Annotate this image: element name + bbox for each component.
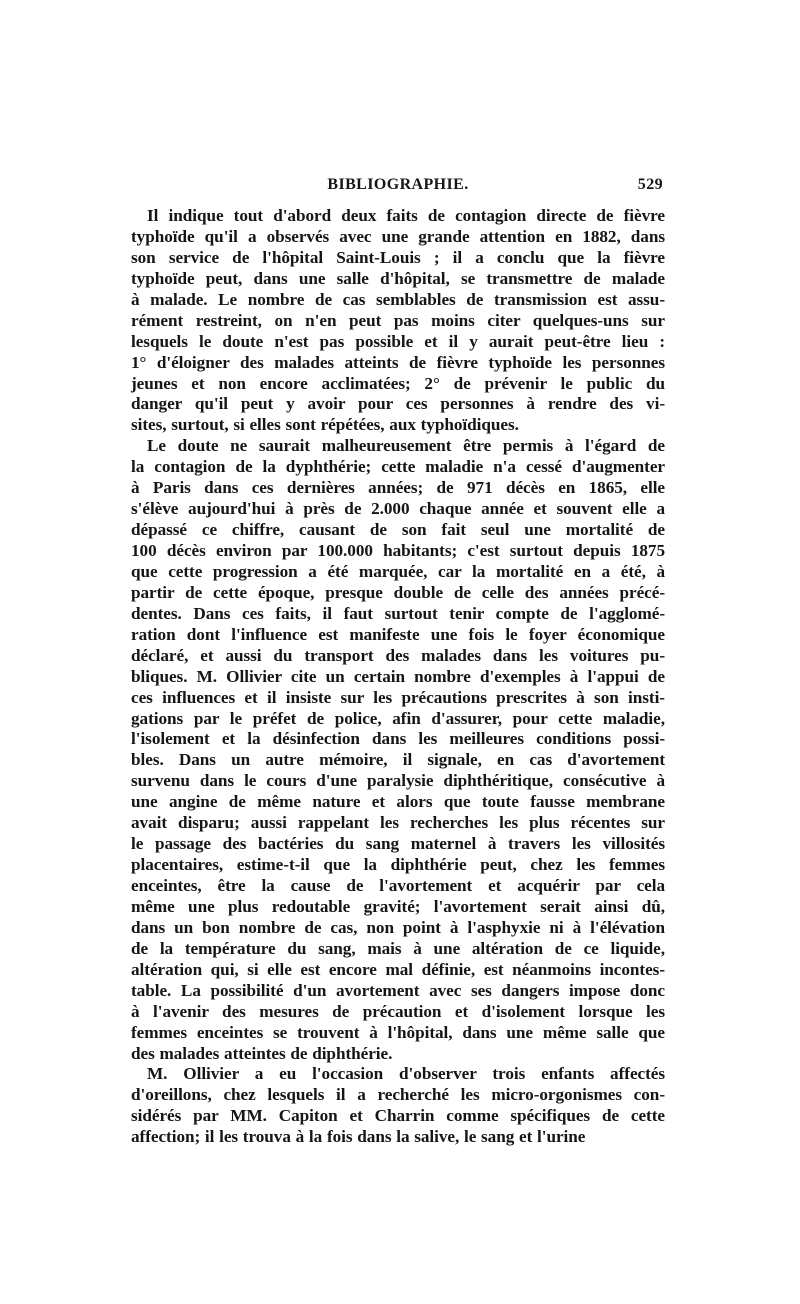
text-line: M. Ollivier a eu l'occasion d'observer trois enfants affectés: [147, 1064, 665, 1084]
text-line: partir de cette époque, presque double de celle des années précé-: [131, 582, 665, 602]
text-line: ces influences et il insiste sur les précautions prescrites à son insti-: [131, 687, 665, 707]
paragraph: [131, 1064, 665, 1148]
text-line: bliques. M. Ollivier cite un certain nombre d'exemples à l'appui de: [131, 666, 665, 686]
text-line: danger qu'il peut y avoir pour ces personnes à rendre des vi-: [131, 394, 665, 414]
paragraph: [131, 206, 665, 436]
body-text: [131, 206, 665, 1148]
text-line: avait disparu; aussi rappelant les recherches les plus récentes sur: [131, 813, 665, 833]
page-number: 529: [637, 176, 663, 193]
text-line: sites, surtout, si elles sont répétées, aux typhoïdiques.: [131, 415, 519, 435]
text-line: à l'avenir des mesures de précaution et d'isolement lorsque les: [131, 1001, 665, 1021]
text-line: enceintes, être la cause de l'avortement et acquérir par cela: [131, 876, 665, 895]
text-line: bles. Dans un autre mémoire, il signale, en cas d'avortement: [131, 750, 665, 770]
text-line: d'oreillons, chez lesquels il a recherché les micro-orgonismes con-: [131, 1085, 665, 1105]
text-line: son service de l'hôpital Saint-Louis ; il a conclu que la fièvre: [131, 247, 665, 267]
text-line: dépassé ce chiffre, causant de son fait seul une mortalité de: [131, 520, 665, 540]
text-line: typhoïde peut, dans une salle d'hôpital, se transmettre de malade: [131, 268, 665, 288]
text-line: jeunes et non encore acclimatées; 2° de prévenir le public du: [131, 373, 665, 393]
text-line: Il indique tout d'abord deux faits de contagion directe de fièvre: [147, 206, 665, 225]
text-line: la contagion de la dyphthérie; cette maladie n'a cessé d'augmenter: [131, 457, 665, 477]
text-line: Le doute ne saurait malheureusement être permis à l'égard de: [147, 436, 665, 456]
text-line: à Paris dans ces dernières années; de 971 décès en 1865, elle: [131, 478, 665, 498]
text-line: dentes. Dans ces faits, il faut surtout tenir compte de l'agglomé-: [131, 603, 665, 623]
text-line: sidérés par MM. Capiton et Charrin comme spécifiques de cette: [131, 1106, 665, 1126]
text-line: ration dont l'influence est manifeste une fois le foyer économique: [131, 624, 665, 644]
text-line: table. La possibilité d'un avortement avec ses dangers impose donc: [131, 980, 665, 1000]
text-line: femmes enceintes se trouvent à l'hôpital, dans une même salle que: [131, 1022, 665, 1042]
paragraph: [131, 436, 665, 1064]
text-line: placentaires, estime-t-il que la diphthérie peut, chez les femmes: [131, 855, 665, 875]
text-line: dans un bon nombre de cas, non point à l'asphyxie ni à l'élévation: [131, 917, 665, 937]
text-line: s'élève aujourd'hui à près de 2.000 chaque année et souvent elle a: [131, 499, 665, 519]
text-line: 100 décès environ par 100.000 habitants; c'est surtout depuis 1875: [131, 541, 665, 560]
text-line: que cette progression a été marquée, car la mortalité en a été, à: [131, 561, 665, 581]
text-line: même une plus redoutable gravité; l'avortement serait ainsi dû,: [131, 896, 665, 916]
running-title: BIBLIOGRAPHIE.: [327, 176, 469, 193]
text-line: de la température du sang, mais à une altération de ce liquide,: [131, 938, 665, 958]
text-line: gations par le préfet de police, afin d'assurer, pour cette maladie,: [131, 708, 665, 728]
text-line: le passage des bactéries du sang maternel à travers les villosités: [131, 834, 665, 854]
text-line: affection; il les trouva à la fois dans la salive, le sang et l'urine: [131, 1127, 586, 1147]
running-header: [131, 176, 665, 200]
text-line: lesquels le doute n'est pas possible et il y aurait peut-être lieu :: [131, 331, 665, 351]
text-line: une angine de même nature et alors que toute fausse membrane: [131, 792, 665, 812]
text-line: des malades atteintes de diphthérie.: [131, 1043, 393, 1063]
text-line: typhoïde qu'il a observés avec une grande attention en 1882, dans: [131, 226, 665, 246]
text-line: rément restreint, on n'en peut pas moins citer quelques-uns sur: [131, 310, 665, 330]
text-line: survenu dans le cours d'une paralysie diphthéritique, consécutive à: [131, 771, 665, 791]
text-line: 1° d'éloigner des malades atteints de fièvre typhoïde les personnes: [131, 352, 665, 372]
text-line: altération qui, si elle est encore mal définie, est néanmoins incontes-: [131, 959, 665, 979]
text-line: déclaré, et aussi du transport des malades dans les voitures pu-: [131, 645, 665, 665]
text-line: l'isolement et la désinfection dans les meilleures conditions possi-: [131, 729, 665, 749]
text-line: à malade. Le nombre de cas semblables de transmission est assu-: [131, 289, 665, 309]
